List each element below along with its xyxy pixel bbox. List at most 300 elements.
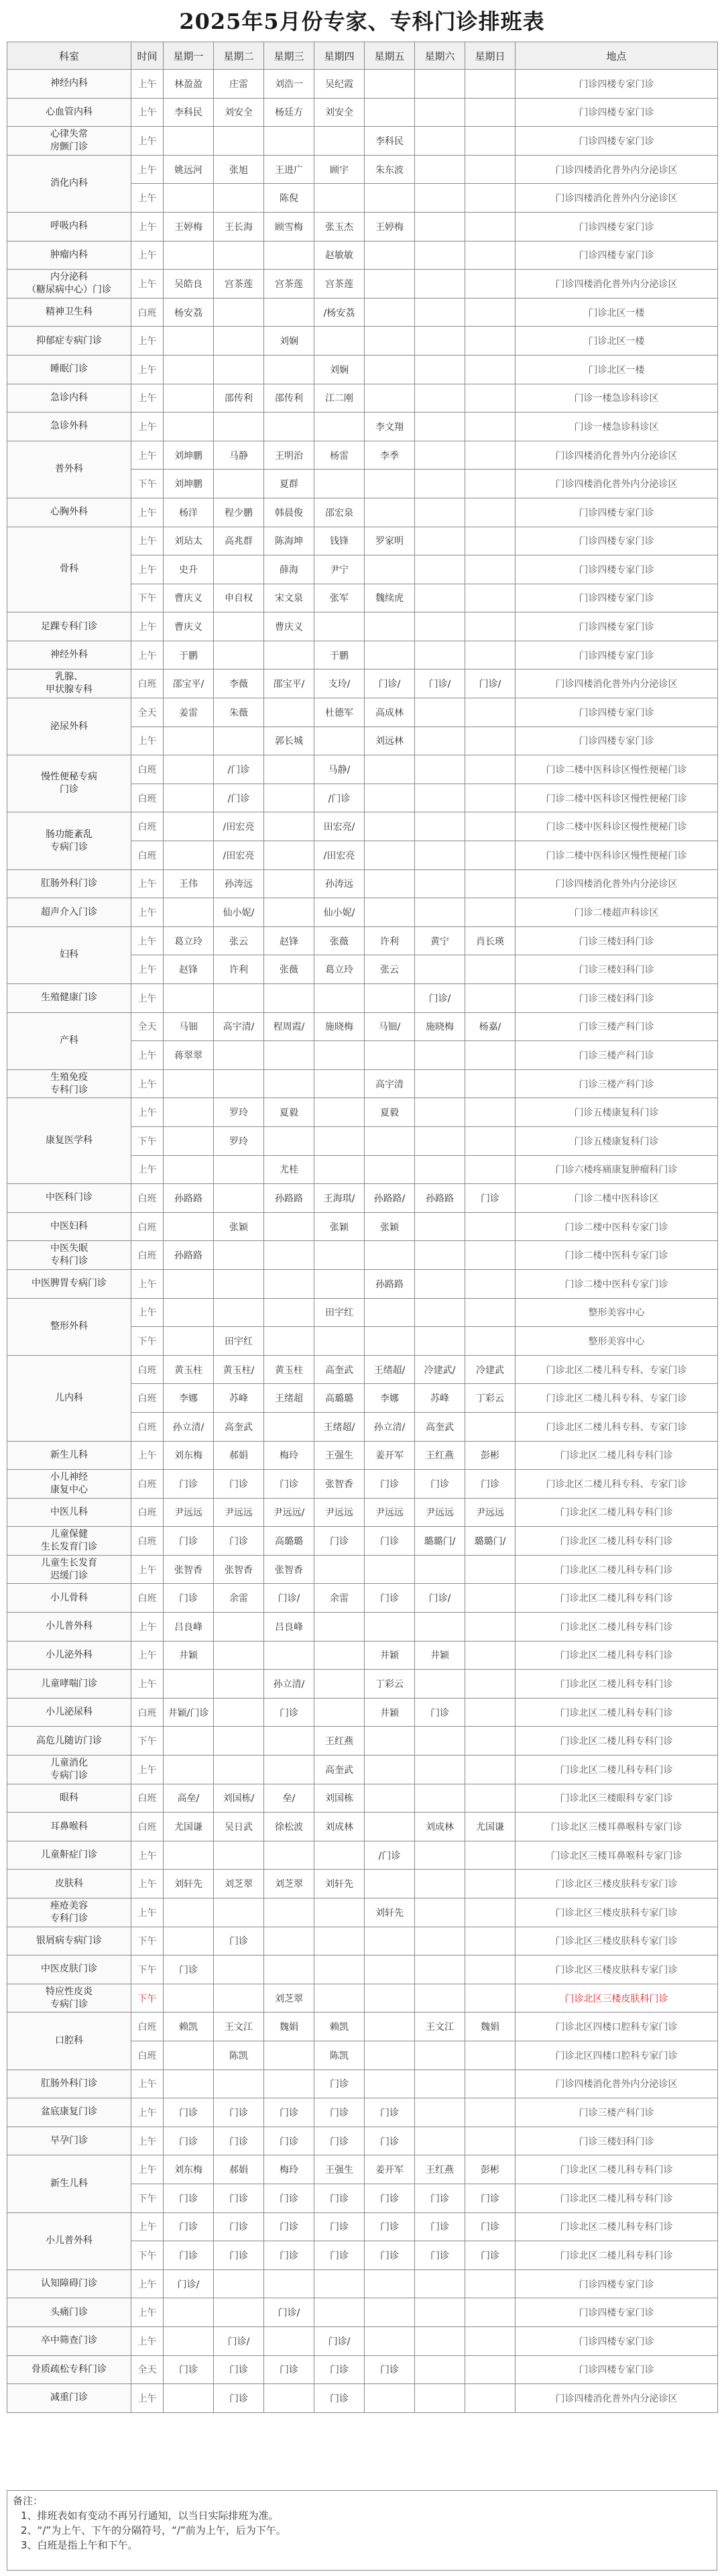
doctor-cell: 刘娴 — [264, 327, 314, 356]
doctor-cell — [164, 2298, 214, 2327]
doctor-cell — [465, 1098, 516, 1127]
table-row — [7, 869, 718, 898]
doctor-cell — [214, 984, 264, 1013]
doctor-cell: 张军 — [314, 584, 365, 612]
doctor-cell — [465, 212, 516, 241]
doctor-cell: 刘成林 — [314, 1813, 365, 1841]
table-row — [7, 1641, 718, 1670]
dept-cell: 痤疮美容 专科门诊 — [7, 1898, 131, 1927]
doctor-cell: 冷建武 — [465, 1355, 516, 1384]
doctor-cell — [164, 755, 214, 784]
doctor-cell — [465, 1898, 516, 1927]
doctor-cell: 宫茶莲 — [214, 270, 264, 299]
doctor-cell: 朱薇 — [214, 698, 264, 727]
table-row — [7, 498, 718, 527]
doctor-cell — [465, 270, 516, 299]
doctor-cell: 郭长城 — [264, 727, 314, 755]
table-row — [7, 413, 718, 441]
doctor-cell: 吴纪霞 — [314, 70, 365, 99]
doctor-cell: 王文江 — [214, 2012, 264, 2041]
time-cell: 全天 — [131, 698, 164, 727]
dept-cell: 小儿泌尿科 — [7, 1698, 131, 1727]
dept-cell: 中医脾胃专病门诊 — [7, 1269, 131, 1298]
location-cell: 门诊二楼中医科诊区慢性便秘门诊 — [516, 755, 718, 784]
time-cell: 下午 — [131, 1984, 164, 2012]
dept-cell: 心律失常 房颤门诊 — [7, 127, 131, 156]
location-cell: 门诊北区四楼口腔科专家门诊 — [516, 2041, 718, 2070]
doctor-cell — [465, 413, 516, 441]
location-cell: 门诊北区二楼儿科专科门诊 — [516, 1527, 718, 1556]
doctor-cell: 门诊 — [264, 2098, 314, 2127]
doctor-cell: 垒/ — [264, 1784, 314, 1813]
doctor-cell: 冷建武/ — [415, 1355, 465, 1384]
doctor-cell — [365, 1555, 415, 1584]
doctor-cell — [465, 812, 516, 841]
doctor-cell: 高垒/ — [164, 1784, 214, 1813]
doctor-cell: 赖凯 — [164, 2012, 214, 2041]
location-cell: 门诊二楼中医科诊区慢性便秘门诊 — [516, 812, 718, 841]
doctor-cell: 邵宝平/ — [164, 669, 214, 698]
doctor-cell — [264, 1841, 314, 1870]
doctor-cell — [465, 2355, 516, 2384]
dept-cell: 特应性皮炎 专病门诊 — [7, 1984, 131, 2012]
doctor-cell: 姜雷 — [164, 698, 214, 727]
time-cell: 白班 — [131, 1212, 164, 1241]
location-cell: 门诊北区三楼耳鼻喉科专家门诊 — [516, 1841, 718, 1870]
doctor-cell — [264, 2070, 314, 2098]
doctor-cell — [465, 755, 516, 784]
time-cell: 上午 — [131, 555, 164, 584]
doctor-cell: 王海琪/ — [314, 1184, 365, 1213]
location-cell: 门诊二楼中医科诊区 — [516, 1184, 718, 1213]
location-cell: 门诊四楼消化普外内分泌诊区 — [516, 2070, 718, 2098]
doctor-cell: 门诊 — [465, 2212, 516, 2241]
doctor-cell — [365, 2384, 415, 2413]
table-row — [7, 2127, 718, 2155]
time-cell: 下午 — [131, 1727, 164, 1756]
doctor-cell: 程少鹏 — [214, 498, 264, 527]
doctor-cell: 门诊 — [365, 2241, 415, 2270]
doctor-cell — [365, 2298, 415, 2327]
time-cell: 白班 — [131, 755, 164, 784]
doctor-cell — [365, 869, 415, 898]
doctor-cell: 高璐璐 — [314, 1384, 365, 1413]
doctor-cell — [264, 1727, 314, 1756]
doctor-cell — [214, 355, 264, 384]
location-cell: 门诊三楼妇科门诊 — [516, 955, 718, 984]
doctor-cell — [415, 384, 465, 413]
doctor-cell — [365, 355, 415, 384]
doctor-cell — [314, 1155, 365, 1184]
doctor-cell — [314, 327, 365, 356]
location-cell: 门诊北区二楼儿科专科门诊 — [516, 1641, 718, 1670]
dept-cell: 心胸外科 — [7, 498, 131, 527]
doctor-cell — [465, 441, 516, 470]
doctor-cell — [365, 498, 415, 527]
doctor-cell — [415, 2269, 465, 2298]
doctor-cell — [365, 1784, 415, 1813]
dept-cell: 盆底康复门诊 — [7, 2098, 131, 2127]
doctor-cell — [465, 2098, 516, 2127]
time-cell: 下午 — [131, 2184, 164, 2212]
doctor-cell: 马静 — [214, 441, 264, 470]
doctor-cell — [264, 1212, 314, 1241]
time-cell: 下午 — [131, 470, 164, 498]
time-cell: 上午 — [131, 441, 164, 470]
doctor-cell — [365, 327, 415, 356]
doctor-cell: 魏续虎 — [365, 584, 415, 612]
time-cell: 上午 — [131, 1670, 164, 1699]
doctor-cell — [465, 98, 516, 127]
doctor-cell — [465, 1727, 516, 1756]
location-cell: 门诊二楼中医科诊区慢性便秘门诊 — [516, 784, 718, 812]
doctor-cell: 姚远河 — [164, 155, 214, 184]
doctor-cell — [365, 1155, 415, 1184]
doctor-cell: 顾雪梅 — [264, 212, 314, 241]
doctor-cell — [465, 1269, 516, 1298]
doctor-cell — [415, 841, 465, 870]
doctor-cell: 仙小妮/ — [314, 898, 365, 927]
location-cell: 门诊北区二楼儿科专科门诊 — [516, 2212, 718, 2241]
doctor-cell — [415, 1155, 465, 1184]
doctor-cell — [465, 955, 516, 984]
doctor-cell: 刘成林 — [415, 1813, 465, 1841]
table-row — [7, 698, 718, 727]
doctor-cell — [365, 1126, 415, 1155]
doctor-cell — [214, 641, 264, 669]
doctor-cell — [415, 327, 465, 356]
table-row — [7, 2070, 718, 2098]
doctor-cell — [365, 1041, 415, 1070]
doctor-cell — [314, 727, 365, 755]
doctor-cell: /门诊 — [314, 784, 365, 812]
doctor-cell — [365, 898, 415, 927]
doctor-cell — [415, 869, 465, 898]
location-cell: 门诊四楼专家门诊 — [516, 98, 718, 127]
doctor-cell — [365, 555, 415, 584]
table-row — [7, 98, 718, 127]
time-cell: 上午 — [131, 70, 164, 99]
doctor-cell — [264, 2269, 314, 2298]
doctor-cell: 王婷梅 — [365, 212, 415, 241]
doctor-cell — [465, 155, 516, 184]
doctor-cell — [415, 555, 465, 584]
table-row — [7, 2269, 718, 2298]
doctor-cell — [264, 1955, 314, 1984]
location-cell: 门诊北区二楼儿科专科门诊 — [516, 1584, 718, 1613]
doctor-cell: 刘坤鹏 — [164, 470, 214, 498]
doctor-cell — [365, 2041, 415, 2070]
doctor-cell — [465, 327, 516, 356]
doctor-cell — [415, 498, 465, 527]
doctor-cell — [214, 184, 264, 213]
doctor-cell: 支玲/ — [314, 669, 365, 698]
dept-cell: 眼科 — [7, 1784, 131, 1813]
doctor-cell — [465, 727, 516, 755]
time-cell: 白班 — [131, 1498, 164, 1527]
doctor-cell: 田宇红 — [314, 1298, 365, 1327]
location-cell: 门诊四楼专家门诊 — [516, 698, 718, 727]
doctor-cell — [314, 1126, 365, 1155]
doctor-cell: 尹宁 — [314, 555, 365, 584]
doctor-cell — [465, 984, 516, 1013]
doctor-cell: 门诊/ — [264, 2298, 314, 2327]
dept-cell: 急诊外科 — [7, 413, 131, 441]
time-cell: 下午 — [131, 1126, 164, 1155]
doctor-cell — [465, 1069, 516, 1098]
doctor-cell — [465, 1155, 516, 1184]
time-cell: 白班 — [131, 669, 164, 698]
doctor-cell: 门诊/ — [214, 2326, 264, 2355]
doctor-cell: 李季 — [365, 441, 415, 470]
doctor-cell: 门诊 — [214, 2355, 264, 2384]
doctor-cell — [314, 1641, 365, 1670]
doctor-cell — [214, 1984, 264, 2012]
time-cell: 全天 — [131, 2355, 164, 2384]
dept-cell: 肛肠外科门诊 — [7, 2070, 131, 2098]
time-cell: 上午 — [131, 955, 164, 984]
doctor-cell: 孙路路 — [164, 1241, 214, 1270]
doctor-cell: 赖凯 — [314, 2012, 365, 2041]
doctor-cell: 井颖/门诊 — [164, 1698, 214, 1727]
doctor-cell — [214, 470, 264, 498]
location-cell: 门诊北区二楼儿科专科门诊 — [516, 1613, 718, 1642]
dept-cell: 小儿普外科 — [7, 1613, 131, 1642]
doctor-cell: 刘国栋/ — [214, 1784, 264, 1813]
dept-cell: 早孕门诊 — [7, 2127, 131, 2155]
doctor-cell: 邵宏泉 — [314, 498, 365, 527]
doctor-cell: 肖长瑛 — [465, 926, 516, 955]
dept-cell: 认知障碍门诊 — [7, 2269, 131, 2298]
doctor-cell — [465, 1212, 516, 1241]
table-row — [7, 1298, 718, 1327]
doctor-cell: 夏毅 — [365, 1098, 415, 1127]
doctor-cell: 孙路路 — [415, 1184, 465, 1213]
location-cell: 门诊五楼康复科门诊 — [516, 1126, 718, 1155]
doctor-cell: 宋文泉 — [264, 584, 314, 612]
dept-cell: 心血管内科 — [7, 98, 131, 127]
dept-cell: 小儿骨科 — [7, 1584, 131, 1613]
table-row — [7, 2155, 718, 2184]
location-cell: 门诊四楼消化普外内分泌诊区 — [516, 441, 718, 470]
header-time: 时间 — [131, 42, 164, 70]
table-row — [7, 755, 718, 784]
doctor-cell — [465, 1698, 516, 1727]
doctor-cell: 门诊/ — [164, 2269, 214, 2298]
header-day: 星期二 — [214, 42, 264, 70]
doctor-cell: 门诊 — [415, 1470, 465, 1499]
dept-cell: 肛肠外科门诊 — [7, 869, 131, 898]
doctor-cell — [415, 698, 465, 727]
doctor-cell — [465, 298, 516, 327]
doctor-cell — [214, 1041, 264, 1070]
doctor-cell — [415, 1269, 465, 1298]
location-cell: 门诊北区二楼儿科专科门诊 — [516, 1670, 718, 1699]
doctor-cell: 王红燕 — [314, 1727, 365, 1756]
doctor-cell: 刘浩一 — [264, 70, 314, 99]
dept-cell: 生殖免疫 专科门诊 — [7, 1069, 131, 1098]
time-cell: 上午 — [131, 355, 164, 384]
doctor-cell: 姜开军 — [365, 2155, 415, 2184]
doctor-cell — [264, 298, 314, 327]
doctor-cell — [365, 641, 415, 669]
doctor-cell — [465, 498, 516, 527]
table-row — [7, 2298, 718, 2327]
time-cell: 上午 — [131, 241, 164, 270]
doctor-cell — [214, 1184, 264, 1213]
dept-cell: 整形外科 — [7, 1298, 131, 1355]
doctor-cell: 张薇 — [264, 955, 314, 984]
time-cell: 上午 — [131, 1298, 164, 1327]
doctor-cell — [214, 2298, 264, 2327]
doctor-cell — [465, 2326, 516, 2355]
doctor-cell: 杨安荔 — [164, 298, 214, 327]
time-cell: 上午 — [131, 1041, 164, 1070]
time-cell: 白班 — [131, 1698, 164, 1727]
doctor-cell — [365, 1984, 415, 2012]
doctor-cell — [415, 1241, 465, 1270]
doctor-cell: 马静/ — [314, 755, 365, 784]
doctor-cell — [465, 1641, 516, 1670]
location-cell: 门诊四楼消化普外内分泌诊区 — [516, 869, 718, 898]
doctor-cell — [214, 1269, 264, 1298]
table-row — [7, 1955, 718, 1984]
table-row — [7, 641, 718, 669]
doctor-cell — [465, 2127, 516, 2155]
doctor-cell — [264, 1927, 314, 1955]
table-row — [7, 212, 718, 241]
dept-cell: 儿童生长发育 迟缓门诊 — [7, 1555, 131, 1584]
doctor-cell — [465, 2298, 516, 2327]
doctor-cell — [415, 1984, 465, 2012]
doctor-cell: 尹远远 — [415, 1498, 465, 1527]
location-cell: 门诊四楼专家门诊 — [516, 498, 718, 527]
doctor-cell — [415, 784, 465, 812]
doctor-cell: 璐璐门/ — [465, 1527, 516, 1556]
doctor-cell — [365, 841, 415, 870]
doctor-cell — [415, 1955, 465, 1984]
dept-cell: 康复医学科 — [7, 1098, 131, 1184]
doctor-cell — [164, 1126, 214, 1155]
doctor-cell: 施晓梅 — [415, 1012, 465, 1041]
location-cell: 门诊北区二楼儿科专科门诊 — [516, 1698, 718, 1727]
doctor-cell — [314, 2269, 365, 2298]
doctor-cell: 尹远远 — [214, 1498, 264, 1527]
doctor-cell: 门诊 — [365, 2212, 415, 2241]
doctor-cell: 于鹏 — [314, 641, 365, 669]
doctor-cell — [415, 470, 465, 498]
time-cell: 白班 — [131, 1412, 164, 1441]
doctor-cell — [415, 1927, 465, 1955]
doctor-cell: 余雷 — [314, 1584, 365, 1613]
location-cell: 门诊二楼中医科诊区慢性便秘门诊 — [516, 841, 718, 870]
doctor-cell — [465, 70, 516, 99]
doctor-cell — [365, 1613, 415, 1642]
doctor-cell: 葛立玲 — [164, 926, 214, 955]
doctor-cell — [465, 1584, 516, 1613]
table-row — [7, 1441, 718, 1470]
time-cell: 白班 — [131, 1355, 164, 1384]
doctor-cell: 罗家明 — [365, 527, 415, 555]
doctor-cell — [214, 1898, 264, 1927]
location-cell: 门诊北区三楼皮肤科门诊 — [516, 1984, 718, 2012]
doctor-cell — [264, 413, 314, 441]
doctor-cell: 张智香 — [264, 1555, 314, 1584]
dept-cell: 头痛门诊 — [7, 2298, 131, 2327]
doctor-cell — [264, 1898, 314, 1927]
table-row — [7, 127, 718, 156]
doctor-cell: 张薇 — [314, 926, 365, 955]
doctor-cell: 刘东梅 — [164, 1441, 214, 1470]
doctor-cell: 刘轩先 — [164, 1870, 214, 1898]
doctor-cell — [465, 1241, 516, 1270]
doctor-cell — [264, 812, 314, 841]
doctor-cell — [214, 727, 264, 755]
doctor-cell: 丁彩云 — [365, 1670, 415, 1699]
table-row — [7, 1870, 718, 1898]
doctor-cell: 李娜 — [365, 1384, 415, 1413]
dept-cell: 超声介入门诊 — [7, 898, 131, 927]
doctor-cell — [214, 1756, 264, 1784]
dept-cell: 普外科 — [7, 441, 131, 498]
doctor-cell: 刘坤鹏 — [164, 441, 214, 470]
location-cell: 整形美容中心 — [516, 1298, 718, 1327]
doctor-cell: 孙路路 — [264, 1184, 314, 1213]
time-cell: 上午 — [131, 1555, 164, 1584]
time-cell: 上午 — [131, 1641, 164, 1670]
doctor-cell: 吴日武 — [214, 1813, 264, 1841]
doctor-cell: 门诊 — [214, 2384, 264, 2413]
doctor-cell — [314, 1613, 365, 1642]
dept-cell: 小儿泌外科 — [7, 1641, 131, 1670]
time-cell: 上午 — [131, 727, 164, 755]
doctor-cell: 丁彩云 — [465, 1384, 516, 1413]
doctor-cell — [415, 1126, 465, 1155]
doctor-cell — [465, 1041, 516, 1070]
doctor-cell — [365, 1756, 415, 1784]
doctor-cell: 门诊 — [164, 1470, 214, 1499]
doctor-cell: 门诊 — [214, 2127, 264, 2155]
doctor-cell — [465, 241, 516, 270]
doctor-cell: 井颖 — [164, 1641, 214, 1670]
doctor-cell — [465, 355, 516, 384]
doctor-cell — [415, 1613, 465, 1642]
doctor-cell — [314, 612, 365, 641]
doctor-cell — [164, 812, 214, 841]
location-cell: 门诊北区三楼皮肤科专家门诊 — [516, 1898, 718, 1927]
doctor-cell — [365, 2070, 415, 2098]
doctor-cell: 赵锋 — [264, 926, 314, 955]
doctor-cell — [264, 641, 314, 669]
doctor-cell: 郝娟 — [214, 1441, 264, 1470]
doctor-cell — [465, 898, 516, 927]
time-cell: 上午 — [131, 155, 164, 184]
doctor-cell — [264, 2384, 314, 2413]
doctor-cell — [164, 1212, 214, 1241]
doctor-cell: 门诊 — [465, 1470, 516, 1499]
dept-cell: 新生儿科 — [7, 1441, 131, 1470]
location-cell: 门诊北区二楼儿科专科门诊 — [516, 2155, 718, 2184]
doctor-cell: 璐璐门/ — [415, 1527, 465, 1556]
table-row — [7, 2384, 718, 2413]
doctor-cell — [465, 1784, 516, 1813]
doctor-cell: 门诊/ — [415, 669, 465, 698]
doctor-cell — [164, 1327, 214, 1356]
time-cell: 上午 — [131, 2098, 164, 2127]
dept-cell: 产科 — [7, 1012, 131, 1069]
doctor-cell: 刘芝翠 — [264, 1870, 314, 1898]
doctor-cell — [415, 1670, 465, 1699]
